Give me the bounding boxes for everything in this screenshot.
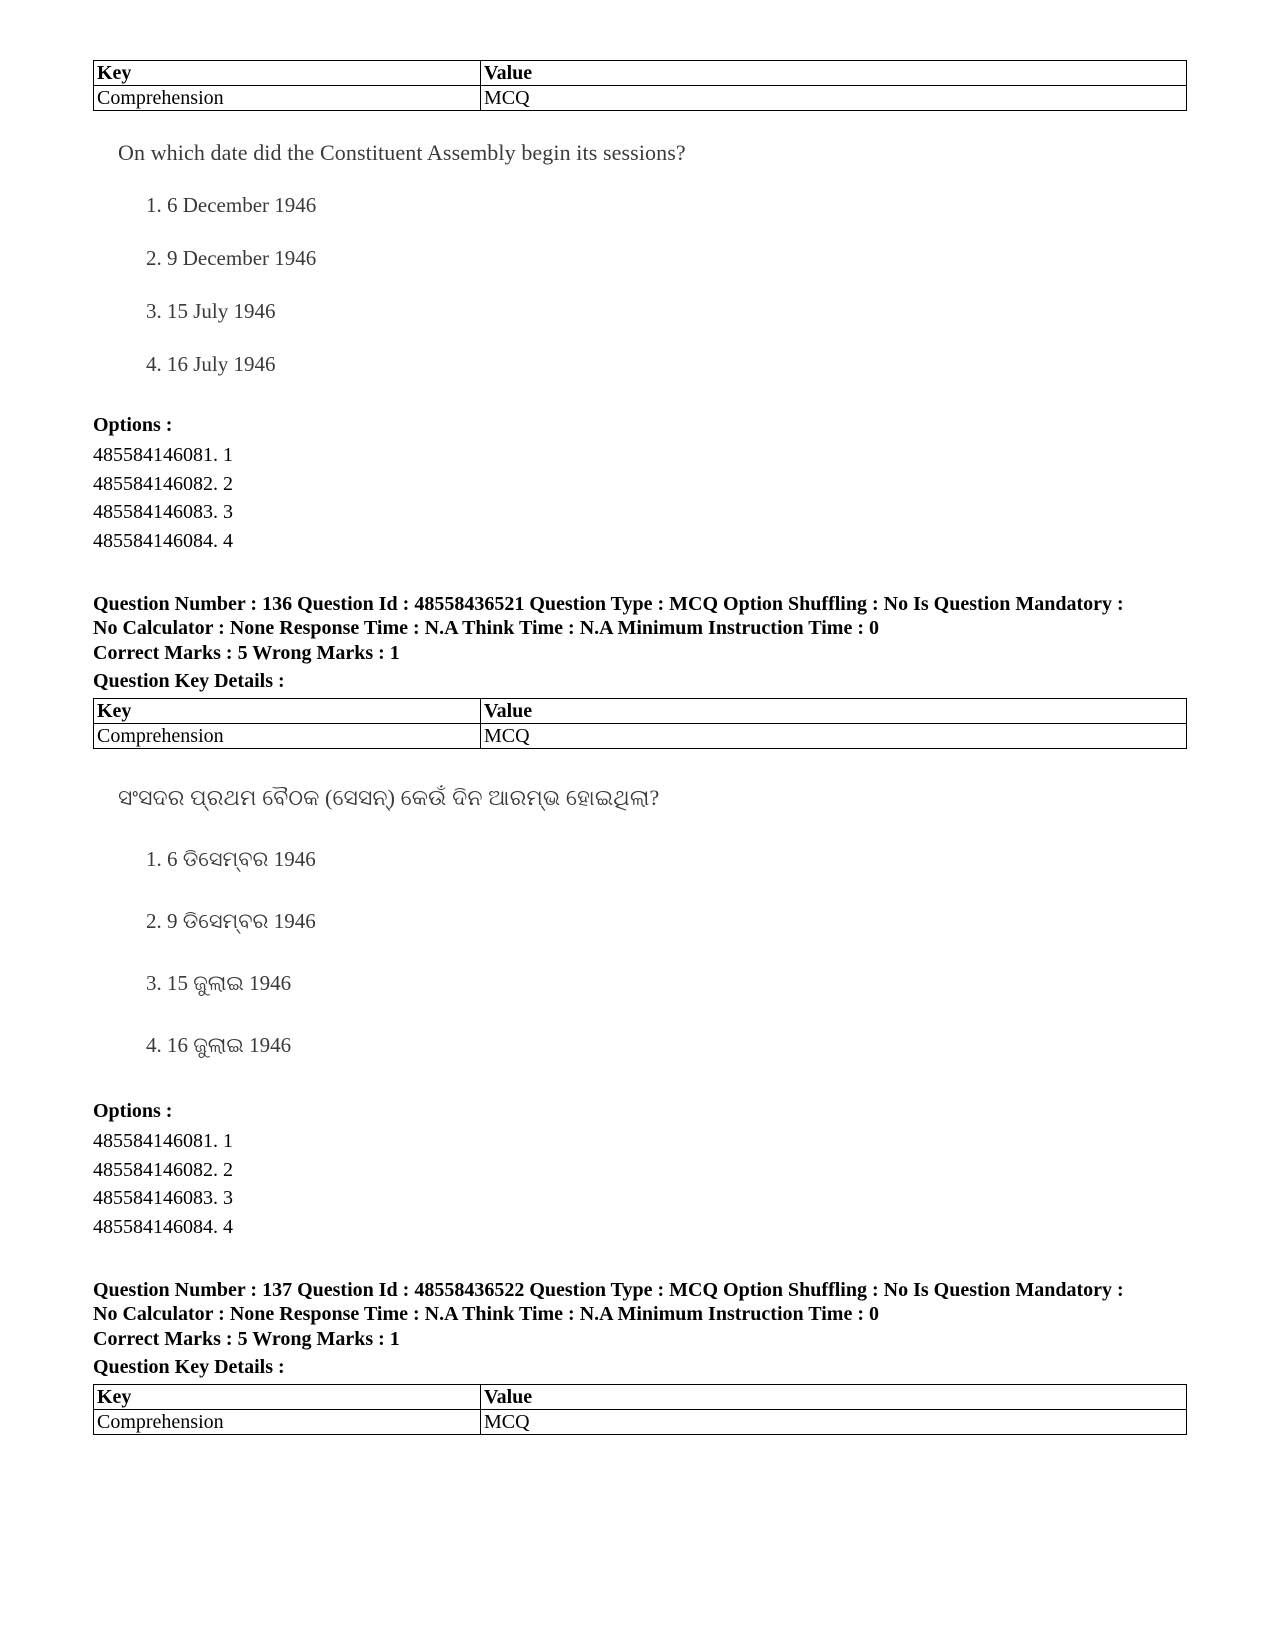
table-header-row <box>94 699 1187 724</box>
options-label: Options : <box>93 414 173 436</box>
choice-1: 1. 6 ଡିସେମ୍ବର 1946 <box>146 847 316 871</box>
key-cell: Comprehension <box>94 1410 481 1435</box>
question-137-meta <box>93 1278 1124 1326</box>
option-item: 485584146083. 3 <box>93 1187 233 1210</box>
choice-2: 2. 9 December 1946 <box>146 246 317 270</box>
option-item: 485584146082. 2 <box>93 472 233 495</box>
key-details-label: Question Key Details : <box>93 670 285 692</box>
value-cell: MCQ <box>481 86 1187 111</box>
value-cell: MCQ <box>481 724 1187 749</box>
key-cell: Comprehension <box>94 724 481 749</box>
value-header: Value <box>481 61 1187 86</box>
question-text: ସଂସଦର ପ୍ରଥମ ବୈଠକ (ସେସନ୍) କେଉଁ ଦିନ ଆରମ୍ଭ ହୋଇଥିଲା? <box>118 785 660 810</box>
choice-1: 1. 6 December 1946 <box>146 193 317 217</box>
table-row <box>94 86 1187 111</box>
question-key-table <box>93 1384 1187 1435</box>
question-135-image <box>118 140 686 376</box>
meta-line: No Calculator : None Response Time : N.A Think Time : N.A Minimum Instruction Time : 0 <box>93 1303 879 1325</box>
options-list <box>93 441 233 555</box>
question-text: On which date did the Constituent Assembly begin its sessions? <box>118 140 686 165</box>
choice-4: 4. 16 ଜୁଲାଇ 1946 <box>146 1033 292 1057</box>
option-item: 485584146081. 1 <box>93 444 233 466</box>
table-header-row <box>94 61 1187 86</box>
choice-3: 3. 15 ଜୁଲାଇ 1946 <box>146 971 292 995</box>
table-row <box>94 724 1187 749</box>
marks-line: Correct Marks : 5 Wrong Marks : 1 <box>93 642 400 664</box>
option-item: 485584146083. 3 <box>93 501 233 524</box>
question-136-meta <box>93 592 1124 640</box>
table-header-row <box>94 1385 1187 1410</box>
meta-line: Question Number : 137 Question Id : 48558436522 Question Type : MCQ Option Shuffling : No Is Question Mandatory : <box>93 1279 1124 1301</box>
question-key-table <box>93 60 1187 111</box>
option-item: 485584146082. 2 <box>93 1158 233 1181</box>
option-item: 485584146084. 4 <box>93 529 233 552</box>
option-item: 485584146084. 4 <box>93 1215 233 1238</box>
options-list <box>93 1127 233 1241</box>
key-header: Key <box>94 61 481 86</box>
choice-3: 3. 15 July 1946 <box>146 299 276 323</box>
marks-line: Correct Marks : 5 Wrong Marks : 1 <box>93 1328 400 1350</box>
value-cell: MCQ <box>481 1410 1187 1435</box>
table-row <box>94 1410 1187 1435</box>
key-details-label: Question Key Details : <box>93 1356 285 1378</box>
options-label: Options : <box>93 1100 173 1122</box>
value-header: Value <box>481 699 1187 724</box>
question-key-table <box>93 698 1187 749</box>
question-136-image <box>118 785 660 1057</box>
key-cell: Comprehension <box>94 86 481 111</box>
choice-4: 4. 16 July 1946 <box>146 352 276 376</box>
option-item: 485584146081. 1 <box>93 1130 233 1152</box>
key-header: Key <box>94 1385 481 1410</box>
meta-line: No Calculator : None Response Time : N.A Think Time : N.A Minimum Instruction Time : 0 <box>93 617 879 639</box>
value-header: Value <box>481 1385 1187 1410</box>
key-header: Key <box>94 699 481 724</box>
choice-2: 2. 9 ଡିସେମ୍ବର 1946 <box>146 909 316 933</box>
meta-line: Question Number : 136 Question Id : 48558436521 Question Type : MCQ Option Shuffling : No Is Question Mandatory : <box>93 593 1124 615</box>
